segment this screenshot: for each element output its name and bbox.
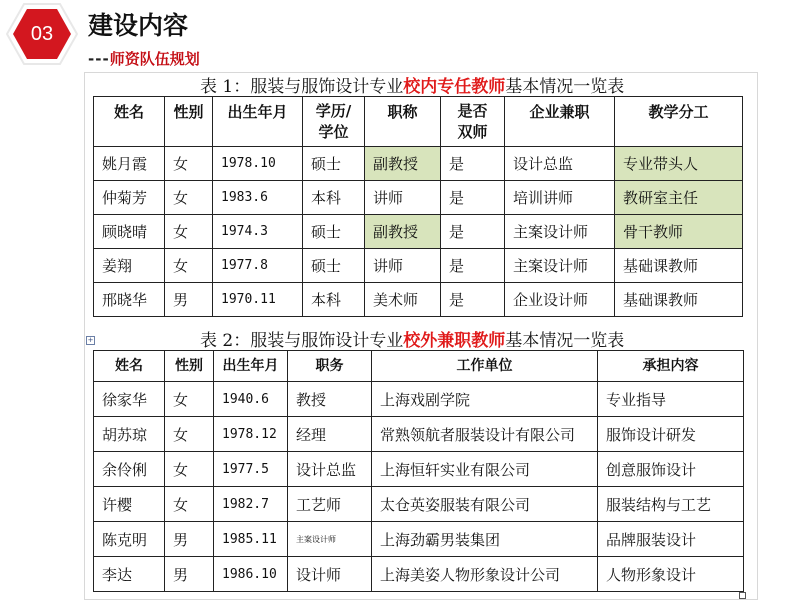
table-cell: 是 [441,215,505,249]
table-cell: 品牌服装设计 [598,522,744,557]
table-row [94,181,743,215]
table-cell: 1983.6 [213,181,303,215]
table-row [94,557,744,592]
table-cell: 女 [165,452,214,487]
table2-header-position: 职务 [288,351,372,382]
table-cell: 女 [165,181,213,215]
table-cell: 男 [165,557,214,592]
table2-header-gender: 性别 [165,351,214,382]
table-row [94,249,743,283]
section-title: 建设内容 [88,11,189,40]
section-number: 03 [30,22,54,45]
table-cell: 常熟领航者服装设计有限公司 [372,417,598,452]
table-cell: 人物形象设计 [598,557,744,592]
table-cell: 顾晓晴 [94,215,165,249]
table2-header-name: 姓名 [94,351,165,382]
table1-caption-highlight: 校内专任教师 [403,77,506,97]
table-cell: 专业指导 [598,382,744,417]
table-cell: 许樱 [94,487,165,522]
table-cell: 男 [165,283,213,317]
table-row [94,452,744,487]
table-cell: 企业设计师 [505,283,615,317]
table-cell: 1974.3 [213,215,303,249]
table-cell: 是 [441,147,505,181]
table-cell: 硕士 [303,249,365,283]
table-resize-handle-icon[interactable] [739,592,746,599]
table-row [94,522,744,557]
table2-header-birth: 出生年月 [214,351,288,382]
table-cell: 是 [441,283,505,317]
table-cell: 美术师 [365,283,441,317]
table-cell: 主案设计师 [505,249,615,283]
table-cell: 女 [165,417,214,452]
table-cell: 女 [165,215,213,249]
table-cell: 工艺师 [288,487,372,522]
table-cell: 1986.10 [214,557,288,592]
table-cell: 余伶俐 [94,452,165,487]
table-cell: 本科 [303,283,365,317]
table-cell: 徐家华 [94,382,165,417]
fulltime-teachers-table [93,96,743,317]
table-cell: 上海戏剧学院 [372,382,598,417]
table-cell: 硕士 [303,147,365,181]
table1-header-degree: 学历/ 学位 [303,97,365,147]
table-cell: 1977.8 [213,249,303,283]
table2-caption-suffix: 基本情况一览表 [505,331,625,351]
table-cell: 副教授 [365,215,441,249]
table-cell: 1985.11 [214,522,288,557]
table-cell: 1982.7 [214,487,288,522]
table-cell: 设计总监 [288,452,372,487]
table-cell: 上海劲霸男装集团 [372,522,598,557]
table1-header-gender: 性别 [165,97,213,147]
table-cell: 讲师 [365,249,441,283]
subtitle-text: 师资队伍规划 [109,50,200,68]
table-cell: 女 [165,249,213,283]
table-cell: 1970.11 [213,283,303,317]
subtitle-dashes: --- [88,50,110,68]
section-number-badge [6,2,78,66]
table-cell: 基础课教师 [615,249,743,283]
table-cell: 设计师 [288,557,372,592]
table-cell: 上海恒轩实业有限公司 [372,452,598,487]
table-cell: 骨干教师 [615,215,743,249]
table-cell: 主案设计师 [288,522,372,557]
table2-caption-highlight: 校外兼职教师 [403,331,506,351]
table-cell: 副教授 [365,147,441,181]
table1-caption [200,72,624,97]
table-cell: 培训讲师 [505,181,615,215]
table-cell: 是 [441,181,505,215]
table-cell: 经理 [288,417,372,452]
table-cell: 硕士 [303,215,365,249]
table-cell: 1940.6 [214,382,288,417]
table-cell: 讲师 [365,181,441,215]
table-cell: 男 [165,522,214,557]
table-cell: 邢晓华 [94,283,165,317]
table-cell: 女 [165,382,214,417]
table-cell: 姚月霞 [94,147,165,181]
table-cell: 本科 [303,181,365,215]
table-cell: 教研室主任 [615,181,743,215]
table2-header-employer: 工作单位 [372,351,598,382]
table-cell: 设计总监 [505,147,615,181]
table1-header-title: 职称 [365,97,441,147]
table-cell: 服装结构与工艺 [598,487,744,522]
table-cell: 姜翔 [94,249,165,283]
table2-header-content: 承担内容 [598,351,744,382]
table-cell: 服饰设计研发 [598,417,744,452]
table-cell: 1978.10 [213,147,303,181]
table1-header-row [94,97,743,147]
table2-header-row [94,351,744,382]
table-cell: 教授 [288,382,372,417]
table-row [94,283,743,317]
section-subtitle [88,48,200,69]
table-cell: 基础课教师 [615,283,743,317]
table1-caption-prefix: 表 1：服装与服饰设计专业 [200,77,404,97]
table1-header-name: 姓名 [94,97,165,147]
table-cell: 是 [441,249,505,283]
table-cell: 女 [165,147,213,181]
table-cell: 女 [165,487,214,522]
table-cell: 主案设计师 [505,215,615,249]
table-cell: 1978.12 [214,417,288,452]
table-cell: 创意服饰设计 [598,452,744,487]
table-cell: 上海美姿人物形象设计公司 [372,557,598,592]
table1-caption-suffix: 基本情况一览表 [505,77,625,97]
table-row [94,487,744,522]
table2-caption [200,326,624,351]
table1-header-dual: 是否 双师 [441,97,505,147]
table1-header-duty: 教学分工 [615,97,743,147]
table-row [94,382,744,417]
parttime-teachers-table [93,350,744,592]
table-cell: 胡苏琼 [94,417,165,452]
table-row [94,147,743,181]
table-cell: 专业带头人 [615,147,743,181]
table-cell: 太仓英姿服装有限公司 [372,487,598,522]
table2-caption-prefix: 表 2：服装与服饰设计专业 [200,331,404,351]
table1-header-birth: 出生年月 [213,97,303,147]
table-cell: 陈克明 [94,522,165,557]
table-cell: 李达 [94,557,165,592]
table-cell: 仲菊芳 [94,181,165,215]
table1-header-company: 企业兼职 [505,97,615,147]
table-cell: 1977.5 [214,452,288,487]
table-row [94,417,744,452]
table-row [94,215,743,249]
table-move-handle-icon[interactable]: + [87,336,94,344]
